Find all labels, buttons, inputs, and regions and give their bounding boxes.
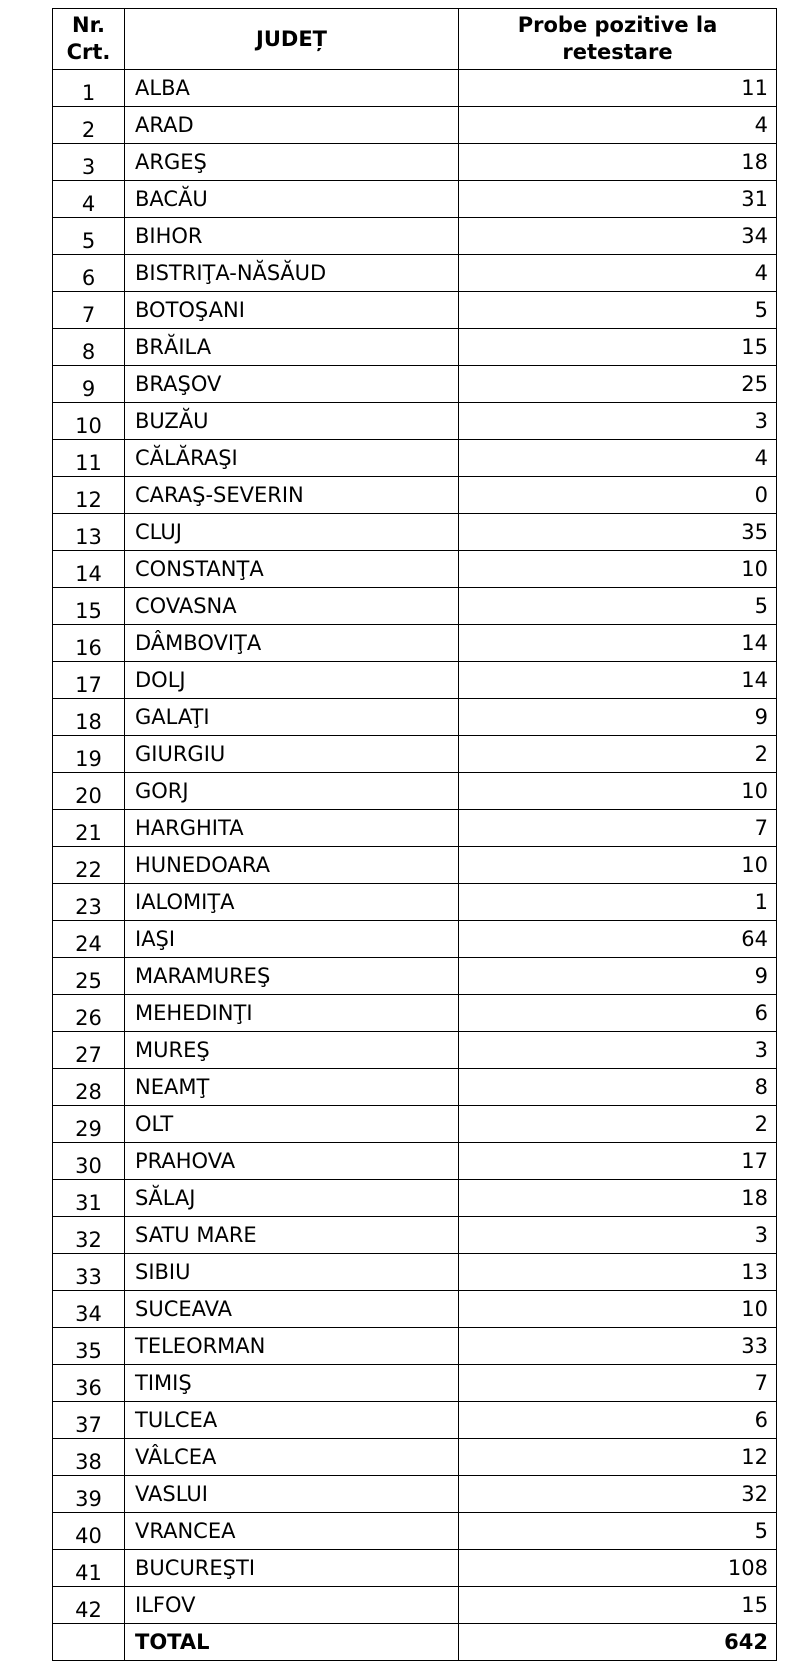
table-row [53, 218, 777, 255]
county-name: MARAMUREŞ [125, 958, 459, 995]
positive-count: 5 [459, 1513, 777, 1550]
table-row [53, 1217, 777, 1254]
table-row [53, 255, 777, 292]
row-number: 38 [53, 1439, 125, 1476]
county-name: DOLJ [125, 662, 459, 699]
table-row [53, 440, 777, 477]
row-number: 18 [53, 699, 125, 736]
county-name: BUCUREŞTI [125, 1550, 459, 1587]
table-row [53, 514, 777, 551]
row-number: 13 [53, 514, 125, 551]
row-number: 30 [53, 1143, 125, 1180]
row-number: 9 [53, 366, 125, 403]
positive-count: 0 [459, 477, 777, 514]
row-number: 41 [53, 1550, 125, 1587]
row-number: 21 [53, 810, 125, 847]
row-number: 2 [53, 107, 125, 144]
row-number: 10 [53, 403, 125, 440]
row-number: 19 [53, 736, 125, 773]
county-name: PRAHOVA [125, 1143, 459, 1180]
county-name: BRAŞOV [125, 366, 459, 403]
county-name: IAŞI [125, 921, 459, 958]
county-name: ALBA [125, 70, 459, 107]
row-number: 24 [53, 921, 125, 958]
positive-count: 18 [459, 144, 777, 181]
county-name: BIHOR [125, 218, 459, 255]
positive-count: 5 [459, 588, 777, 625]
county-name: ARAD [125, 107, 459, 144]
table-row [53, 144, 777, 181]
county-name: ARGEŞ [125, 144, 459, 181]
positive-count: 1 [459, 884, 777, 921]
county-name: NEAMŢ [125, 1069, 459, 1106]
county-name: TELEORMAN [125, 1328, 459, 1365]
header-nr-crt [53, 9, 125, 70]
positive-count: 15 [459, 329, 777, 366]
positive-count: 3 [459, 1032, 777, 1069]
row-number: 5 [53, 218, 125, 255]
table-row [53, 810, 777, 847]
county-name: VASLUI [125, 1476, 459, 1513]
positive-count: 9 [459, 958, 777, 995]
county-results-table [52, 8, 777, 1661]
positive-count: 7 [459, 810, 777, 847]
row-number: 16 [53, 625, 125, 662]
positive-count: 12 [459, 1439, 777, 1476]
row-number: 17 [53, 662, 125, 699]
row-number: 34 [53, 1291, 125, 1328]
county-name: BOTOŞANI [125, 292, 459, 329]
positive-count: 14 [459, 625, 777, 662]
row-number: 39 [53, 1476, 125, 1513]
positive-count: 10 [459, 1291, 777, 1328]
row-number: 23 [53, 884, 125, 921]
positive-count: 8 [459, 1069, 777, 1106]
county-name: CĂLĂRAŞI [125, 440, 459, 477]
row-number: 7 [53, 292, 125, 329]
row-number: 29 [53, 1106, 125, 1143]
row-number: 32 [53, 1217, 125, 1254]
county-name: GORJ [125, 773, 459, 810]
county-name: OLT [125, 1106, 459, 1143]
positive-count: 5 [459, 292, 777, 329]
positive-count: 31 [459, 181, 777, 218]
row-number: 3 [53, 144, 125, 181]
positive-count: 25 [459, 366, 777, 403]
positive-count: 18 [459, 1180, 777, 1217]
positive-count: 4 [459, 255, 777, 292]
positive-count: 11 [459, 70, 777, 107]
county-name: SIBIU [125, 1254, 459, 1291]
table-row [53, 329, 777, 366]
county-name: HUNEDOARA [125, 847, 459, 884]
row-number: 26 [53, 995, 125, 1032]
county-name: VÂLCEA [125, 1439, 459, 1476]
total-value: 642 [459, 1624, 777, 1661]
county-name: IALOMIŢA [125, 884, 459, 921]
positive-count: 34 [459, 218, 777, 255]
table-row [53, 662, 777, 699]
county-name: GALAŢI [125, 699, 459, 736]
row-number: 1 [53, 70, 125, 107]
table-row [53, 958, 777, 995]
row-number: 33 [53, 1254, 125, 1291]
row-number: 25 [53, 958, 125, 995]
row-number: 27 [53, 1032, 125, 1069]
header-positive-samples [459, 9, 777, 70]
county-name: BUZĂU [125, 403, 459, 440]
positive-count: 108 [459, 1550, 777, 1587]
county-name: COVASNA [125, 588, 459, 625]
positive-count: 2 [459, 1106, 777, 1143]
table-body [53, 70, 777, 1624]
table-row [53, 181, 777, 218]
row-number: 11 [53, 440, 125, 477]
table-row [53, 551, 777, 588]
row-number: 15 [53, 588, 125, 625]
county-name: BACĂU [125, 181, 459, 218]
positive-count: 4 [459, 440, 777, 477]
county-name: SUCEAVA [125, 1291, 459, 1328]
table-row [53, 1180, 777, 1217]
county-name: HARGHITA [125, 810, 459, 847]
table-row [53, 1402, 777, 1439]
row-number: 36 [53, 1365, 125, 1402]
table-row [53, 107, 777, 144]
table-row [53, 773, 777, 810]
header-value-line2: retestare [562, 40, 673, 64]
positive-count: 7 [459, 1365, 777, 1402]
positive-count: 6 [459, 1402, 777, 1439]
row-number: 14 [53, 551, 125, 588]
county-name: CONSTANŢA [125, 551, 459, 588]
county-name: ILFOV [125, 1587, 459, 1624]
table-row [53, 588, 777, 625]
total-label: TOTAL [125, 1624, 459, 1661]
county-name: CARAŞ-SEVERIN [125, 477, 459, 514]
county-name: GIURGIU [125, 736, 459, 773]
positive-count: 10 [459, 847, 777, 884]
table-row [53, 70, 777, 107]
table-row [53, 1143, 777, 1180]
header-county: JUDEȚ [125, 9, 459, 70]
table-header-row [53, 9, 777, 70]
row-number: 8 [53, 329, 125, 366]
table-row [53, 921, 777, 958]
table-row [53, 292, 777, 329]
positive-count: 3 [459, 1217, 777, 1254]
county-name: VRANCEA [125, 1513, 459, 1550]
table-row [53, 736, 777, 773]
header-nr-line1: Nr. [72, 12, 105, 37]
table-row [53, 1069, 777, 1106]
row-number: 20 [53, 773, 125, 810]
table-row [53, 1550, 777, 1587]
table-row [53, 1513, 777, 1550]
table-row [53, 477, 777, 514]
positive-count: 10 [459, 551, 777, 588]
positive-count: 32 [459, 1476, 777, 1513]
table-row [53, 847, 777, 884]
positive-count: 15 [459, 1587, 777, 1624]
positive-count: 17 [459, 1143, 777, 1180]
table-row [53, 366, 777, 403]
positive-count: 3 [459, 403, 777, 440]
total-nr-cell [53, 1624, 125, 1661]
total-row [53, 1624, 777, 1661]
county-name: CLUJ [125, 514, 459, 551]
table-row [53, 1032, 777, 1069]
table-row [53, 1476, 777, 1513]
county-name: TULCEA [125, 1402, 459, 1439]
table-row [53, 1106, 777, 1143]
table-row [53, 1328, 777, 1365]
row-number: 35 [53, 1328, 125, 1365]
positive-count: 35 [459, 514, 777, 551]
table-row [53, 403, 777, 440]
row-number: 22 [53, 847, 125, 884]
positive-count: 14 [459, 662, 777, 699]
table-row [53, 1291, 777, 1328]
row-number: 28 [53, 1069, 125, 1106]
row-number: 42 [53, 1587, 125, 1624]
positive-count: 33 [459, 1328, 777, 1365]
header-value-line1: Probe pozitive la [517, 12, 718, 37]
header-nr-line2: Crt. [66, 40, 111, 64]
row-number: 6 [53, 255, 125, 292]
table-row [53, 995, 777, 1032]
county-name: SATU MARE [125, 1217, 459, 1254]
table-row [53, 1587, 777, 1624]
positive-count: 64 [459, 921, 777, 958]
table-row [53, 1439, 777, 1476]
table-row [53, 1365, 777, 1402]
county-name: MEHEDINŢI [125, 995, 459, 1032]
positive-count: 10 [459, 773, 777, 810]
row-number: 12 [53, 477, 125, 514]
row-number: 40 [53, 1513, 125, 1550]
county-name: DÂMBOVIŢA [125, 625, 459, 662]
county-name: BISTRIŢA-NĂSĂUD [125, 255, 459, 292]
county-name: BRĂILA [125, 329, 459, 366]
positive-count: 9 [459, 699, 777, 736]
positive-count: 6 [459, 995, 777, 1032]
row-number: 37 [53, 1402, 125, 1439]
county-name: MUREŞ [125, 1032, 459, 1069]
table-row [53, 1254, 777, 1291]
table-row [53, 625, 777, 662]
row-number: 31 [53, 1180, 125, 1217]
positive-count: 4 [459, 107, 777, 144]
positive-count: 13 [459, 1254, 777, 1291]
county-name: TIMIŞ [125, 1365, 459, 1402]
table-row [53, 884, 777, 921]
row-number: 4 [53, 181, 125, 218]
county-name: SĂLAJ [125, 1180, 459, 1217]
table-row [53, 699, 777, 736]
positive-count: 2 [459, 736, 777, 773]
